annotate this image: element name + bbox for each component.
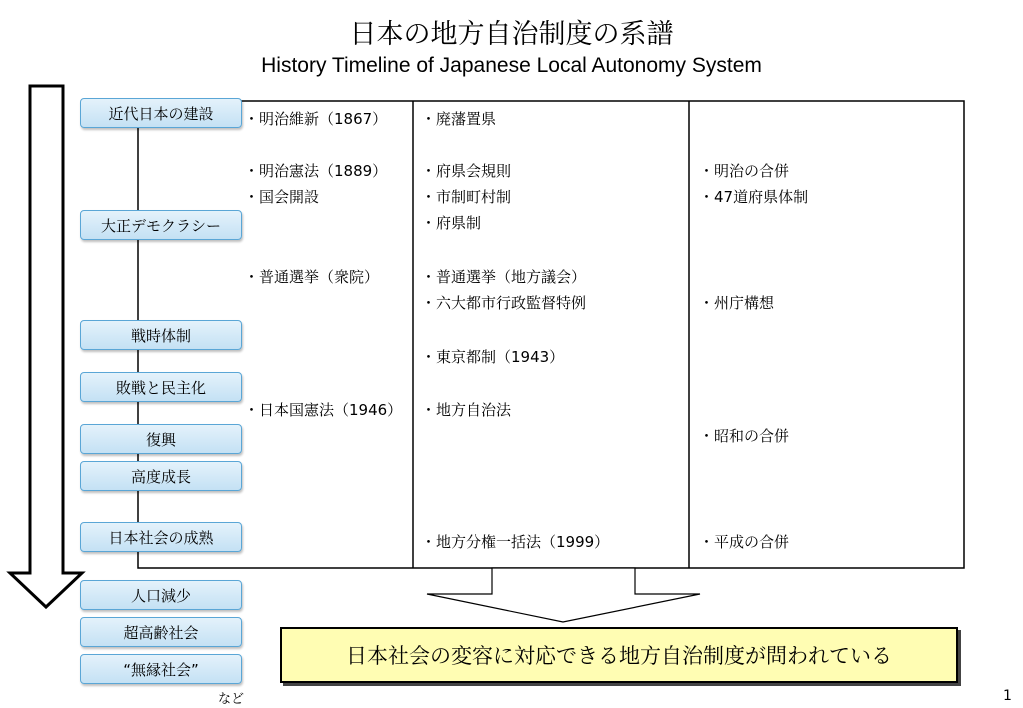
era-box: 敗戦と民主化 [80,372,242,402]
system-item: ・東京都制（1943） [421,348,565,366]
system-item: ・六大都市行政監督特例 [421,294,587,312]
merger-item: ・明治の合併 [699,162,790,180]
merger-item: ・47道府県体制 [699,188,809,206]
system-item: ・府県会規則 [421,162,512,180]
event-item: ・明治憲法（1889） [244,162,388,180]
merger-item: ・州庁構想 [699,294,775,312]
system-item: ・地方分権一括法（1999） [421,533,610,551]
event-item: ・日本国憲法（1946） [244,401,403,419]
era-box: “無縁社会” [80,654,242,684]
era-box: 日本社会の成熟 [80,522,242,552]
merger-item: ・昭和の合併 [699,427,790,445]
page-title: 日本の地方自治制度の系譜 [349,19,674,50]
time-arrow-icon [10,86,82,607]
footnote: など [218,692,245,707]
system-item: ・地方自治法 [421,401,512,419]
system-item: ・廃藩置県 [421,110,497,128]
era-box: 大正デモクラシー [80,210,242,240]
event-item: ・国会開設 [244,188,320,206]
page-subtitle: History Timeline of Japanese Local Autonomy System [261,54,762,77]
system-item: ・府県制 [421,214,482,232]
system-item: ・市制町村制 [421,188,512,206]
era-box: 高度成長 [80,461,242,491]
merger-item: ・平成の合併 [699,533,790,551]
era-box: 超高齢社会 [80,617,242,647]
page-number: 1 [1003,688,1012,704]
era-box: 復興 [80,424,242,454]
event-item: ・普通選挙（衆院） [244,268,380,286]
era-box: 人口減少 [80,580,242,610]
event-item: ・明治維新（1867） [244,110,388,128]
system-item: ・普通選挙（地方議会） [421,268,587,286]
era-box: 戦時体制 [80,320,242,350]
result-arrow-icon [427,568,700,622]
conclusion-box: 日本社会の変容に対応できる地方自治制度が問われている [280,627,958,683]
era-box: 近代日本の建設 [80,98,242,128]
